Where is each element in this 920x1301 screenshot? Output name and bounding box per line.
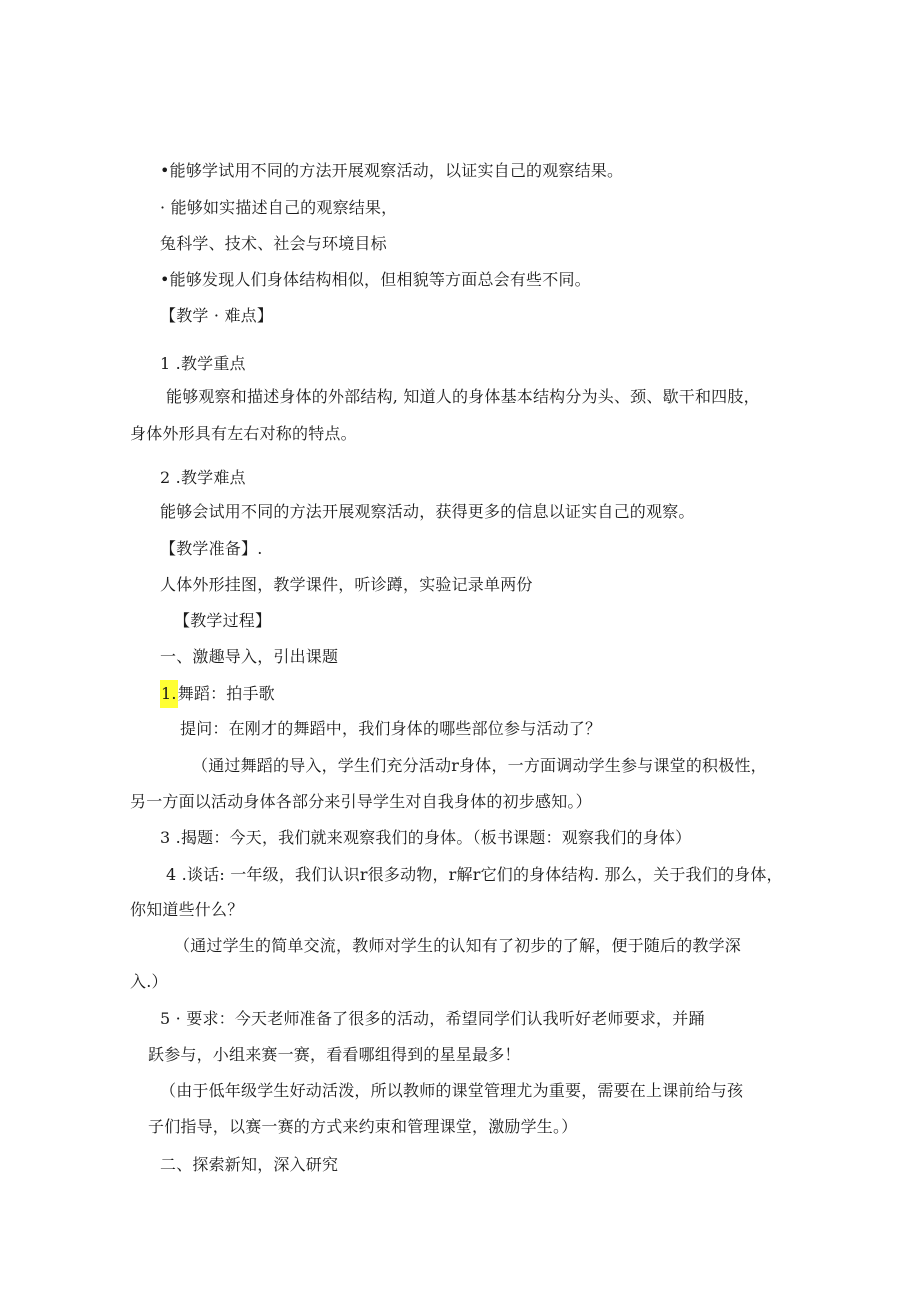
preparation-text: 人体外形挂图，教学课件，听诊蹲，实验记录单两份 bbox=[160, 575, 533, 594]
objective-line-3: •能够发现人们身体结构相似，但相貌等方面总会有些不同。 bbox=[160, 270, 591, 289]
note-2-line-2: 入.） bbox=[130, 972, 168, 991]
item-3-line: 3 .揭题：今天，我们就来观察我们的身体。（板书课题：观察我们的身体） bbox=[160, 828, 692, 847]
section-heading-process: 【教学过程】 bbox=[174, 611, 272, 630]
note-3-line-1: （由于低年级学生好动活泼，所以教师的课堂管理尤为重要，需要在上课前给与孩 bbox=[160, 1081, 744, 1100]
note-1-line-1: （通过舞蹈的导入，学生们充分活动r身体，一方面调动学生参与课堂的积极性， bbox=[192, 756, 767, 775]
item-1-line bbox=[160, 683, 275, 708]
subheading-difficult-point: 2 .教学难点 bbox=[160, 468, 246, 487]
subheading-key-point: 1 .教学重点 bbox=[160, 354, 246, 373]
note-1-line-2: 另一方面以活动身体各部分来引导学生对自我身体的初步感知。） bbox=[130, 792, 592, 811]
key-point-text-2: 身体外形具有左右对称的特点。 bbox=[130, 424, 357, 443]
item-5-line-1: 5 · 要求：今天老师准备了很多的活动，希望同学们认我听好老师要求，并踊 bbox=[160, 1009, 705, 1028]
item-4-line-2: 你知道些什么？ bbox=[130, 900, 244, 919]
step-one-heading: 一、激趣导入，引出课题 bbox=[160, 647, 339, 666]
objective-line-1: •能够学试用不同的方法开展观察活动，以证实自己的观察结果。 bbox=[160, 161, 624, 180]
highlighted-number: 1. bbox=[160, 680, 178, 708]
item-4-line-1: 4 .谈话: 一年级，我们认识r很多动物，r解r它们的身体结构. 那么，关于我们的身体， bbox=[166, 865, 783, 884]
objective-line-2: · 能够如实描述自己的观察结果， bbox=[160, 198, 398, 217]
question-text: 提问：在刚才的舞蹈中，我们身体的哪些部位参与活动了？ bbox=[180, 719, 602, 738]
section-heading-key-points: 【教学 · 难点】 bbox=[160, 306, 274, 325]
note-3-line-2: 子们指导，以赛一赛的方式来约束和管理课堂，激励学生。） bbox=[148, 1117, 578, 1136]
key-point-text-1: 能够观察和描述身体的外部结构, 知道人的身体基本结构分为头、颈、歇干和四肢， bbox=[166, 387, 760, 406]
difficult-point-text: 能够会试用不同的方法开展观察活动，获得更多的信息以证实自己的观察。 bbox=[160, 502, 695, 521]
note-2-line-1: （通过学生的简单交流，教师对学生的认知有了初步的了解，便于随后的教学深 bbox=[174, 936, 742, 955]
item-1-text: 舞蹈：拍手歌 bbox=[177, 684, 275, 703]
step-two-heading: 二、探索新知，深入研究 bbox=[160, 1155, 339, 1174]
sts-goal-heading: 兔科学、技术、社会与环境目标 bbox=[160, 234, 387, 253]
item-5-line-2: 跃参与，小组来赛一赛，看看哪组得到的星星最多！ bbox=[148, 1045, 521, 1064]
section-heading-preparation: 【教学准备】. bbox=[160, 539, 263, 558]
